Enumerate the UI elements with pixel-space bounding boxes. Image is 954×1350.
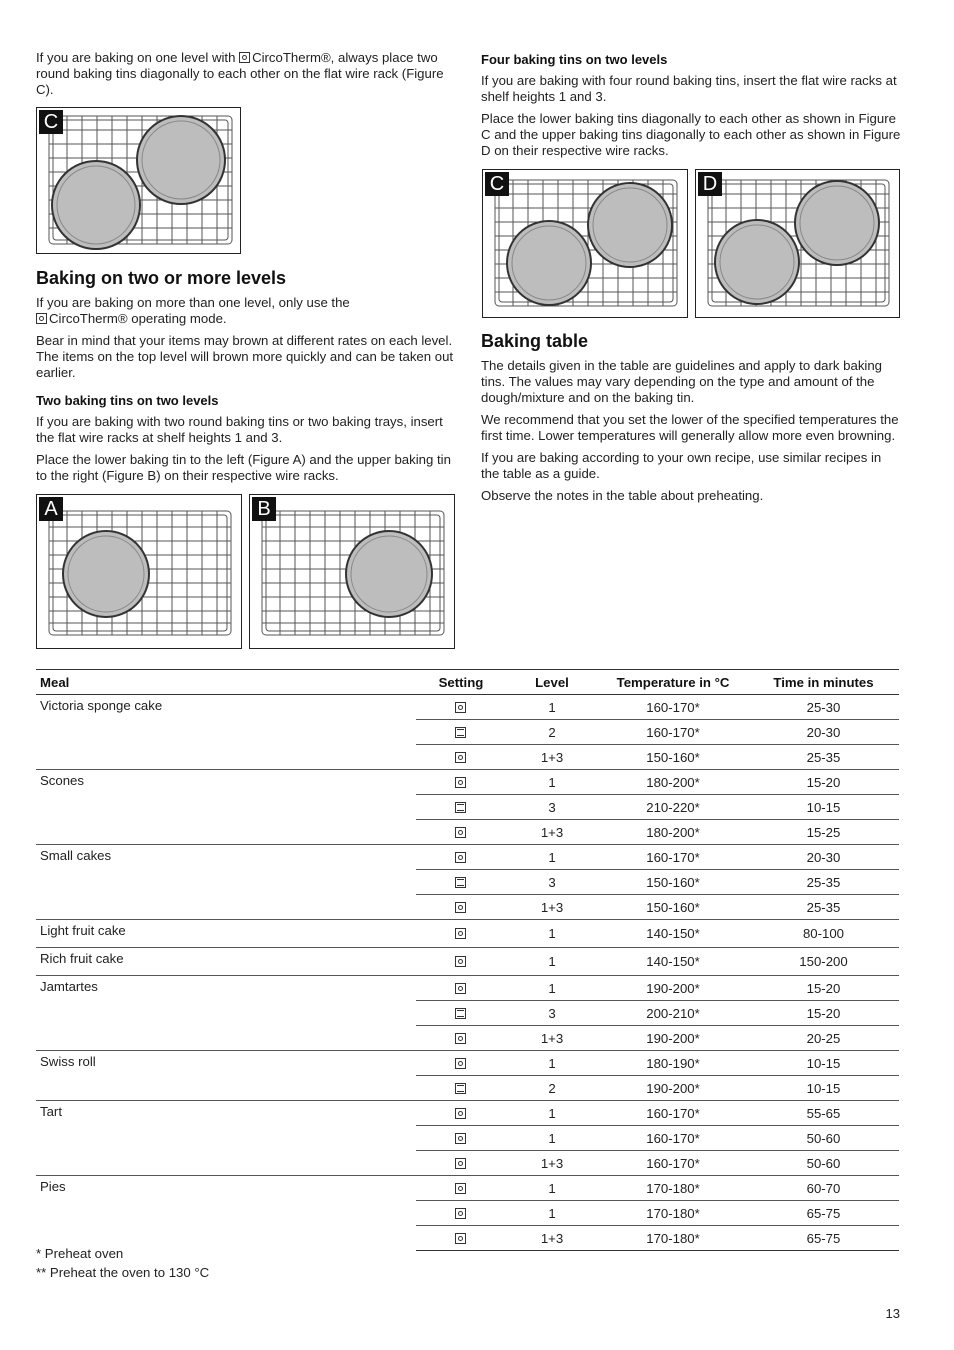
level-cell: 1 [506, 1201, 598, 1226]
temperature-cell: 170-180* [598, 1226, 748, 1251]
level-cell: 1 [506, 1126, 598, 1151]
circotherm-icon [455, 902, 466, 913]
time-cell: 20-25 [748, 1026, 899, 1051]
temperature-cell: 210-220* [598, 795, 748, 820]
temperature-cell: 160-170* [598, 695, 748, 720]
section-heading-baking-table: Baking table [481, 331, 589, 351]
circotherm-icon [455, 983, 466, 994]
wire-rack-illustration [250, 495, 454, 648]
figure-c [482, 169, 688, 318]
setting-cell [416, 1151, 506, 1176]
top-bottom-heating-icon [455, 727, 466, 738]
figure-b [249, 494, 455, 649]
time-cell: 25-30 [748, 695, 899, 720]
level-cell: 3 [506, 795, 598, 820]
level-cell: 1 [506, 1051, 598, 1076]
circotherm-icon [455, 852, 466, 863]
circotherm-icon [455, 1058, 466, 1069]
time-cell: 15-25 [748, 820, 899, 845]
table-notes [36, 1244, 209, 1282]
note-preheat-130: ** Preheat the oven to 130 °C [36, 1265, 210, 1280]
paragraph-mode-text-b: CircoTherm® operating mode. [49, 311, 227, 326]
time-cell: 10-15 [748, 1076, 899, 1101]
wire-rack-illustration [696, 170, 899, 317]
setting-cell [416, 870, 506, 895]
level-cell: 1 [506, 770, 598, 795]
figure-c-label: C [485, 172, 509, 196]
note-preheat: * Preheat oven [36, 1246, 124, 1261]
paragraph-mode-text-a: If you are baking on more than one level, only use the [36, 295, 350, 310]
wire-rack-illustration [483, 170, 687, 317]
setting-cell [416, 1051, 506, 1076]
setting-cell [416, 1226, 506, 1251]
setting-cell [416, 976, 506, 1001]
meal-cell: Small cakes [36, 845, 416, 920]
table-row [36, 770, 899, 795]
level-cell: 1 [506, 1101, 598, 1126]
setting-cell [416, 795, 506, 820]
table-row [36, 948, 899, 976]
table-row [36, 976, 899, 1001]
setting-cell [416, 920, 506, 948]
temperature-cell: 150-160* [598, 870, 748, 895]
level-cell: 1+3 [506, 820, 598, 845]
figure-c-single [36, 107, 241, 254]
level-cell: 2 [506, 1076, 598, 1101]
paragraph-recommend: We recommend that you set the lower of the specified temperatures the first time. Lower temperatures will generally allow more even browning. [481, 412, 899, 443]
temperature-cell: 160-170* [598, 1151, 748, 1176]
level-cell: 3 [506, 870, 598, 895]
paragraph-guidelines: The details given in the table are guidelines and apply to dark baking tins. The values may vary depending on the type and amount of the dough/mixture and on the baking tin. [481, 358, 883, 405]
time-cell: 15-20 [748, 1001, 899, 1026]
level-cell: 1+3 [506, 1151, 598, 1176]
circotherm-icon [455, 1108, 466, 1119]
paragraph-shelf-heights: If you are baking with two round baking tins or two baking trays, insert the flat wire racks at shelf heights 1 and 3. [36, 414, 443, 445]
figure-a [36, 494, 242, 649]
figures-cd [481, 169, 901, 319]
time-cell: 10-15 [748, 795, 899, 820]
baking-table [36, 669, 899, 1251]
paragraph-diagonal: Place the lower baking tins diagonally to each other as shown in Figure C and the upper baking tins diagonally to each other as shown in Figure D on their respective wire racks. [481, 111, 901, 158]
time-cell: 60-70 [748, 1176, 899, 1201]
setting-cell [416, 1076, 506, 1101]
table-row [36, 920, 899, 948]
setting-cell [416, 1101, 506, 1126]
circotherm-icon [455, 956, 466, 967]
level-cell: 1+3 [506, 1026, 598, 1051]
level-cell: 2 [506, 720, 598, 745]
level-cell: 1+3 [506, 1226, 598, 1251]
temperature-cell: 180-200* [598, 770, 748, 795]
level-cell: 1 [506, 1176, 598, 1201]
wire-rack-illustration [37, 495, 241, 648]
circotherm-icon [455, 1158, 466, 1169]
intro-text: If you are baking on one level with [36, 50, 236, 65]
top-bottom-heating-icon [455, 877, 466, 888]
time-cell: 15-20 [748, 770, 899, 795]
circotherm-icon [455, 1208, 466, 1219]
left-column [36, 50, 456, 650]
figure-d [695, 169, 900, 318]
figure-d-label: D [698, 172, 722, 196]
intro-mode-text: CircoTherm®, always place two round baking tins diagonally to each other on the flat wire rack (Figure C). [36, 50, 444, 97]
temperature-cell: 160-170* [598, 845, 748, 870]
figure-b-label: B [252, 497, 276, 521]
circotherm-icon [455, 702, 466, 713]
setting-cell [416, 948, 506, 976]
time-cell: 50-60 [748, 1151, 899, 1176]
subheading-two-tins: Two baking tins on two levels [36, 393, 219, 408]
meal-cell: Light fruit cake [36, 920, 416, 948]
circotherm-icon [455, 777, 466, 788]
meal-cell: Scones [36, 770, 416, 845]
temperature-cell: 190-200* [598, 1026, 748, 1051]
time-cell: 65-75 [748, 1201, 899, 1226]
time-cell: 25-35 [748, 745, 899, 770]
level-cell: 1 [506, 948, 598, 976]
figure-c-label: C [39, 110, 63, 134]
temperature-cell: 150-160* [598, 895, 748, 920]
circotherm-icon [239, 52, 250, 63]
circotherm-icon [455, 1183, 466, 1194]
level-cell: 1 [506, 976, 598, 1001]
setting-cell [416, 845, 506, 870]
setting-cell [416, 1001, 506, 1026]
paragraph-preheat-note: Observe the notes in the table about preheating. [481, 488, 764, 503]
circotherm-icon [455, 752, 466, 763]
header-time: Time in minutes [748, 670, 899, 695]
header-meal: Meal [36, 670, 416, 695]
setting-cell [416, 1126, 506, 1151]
top-bottom-heating-icon [455, 1008, 466, 1019]
table-row [36, 1051, 899, 1076]
circotherm-icon [455, 1233, 466, 1244]
level-cell: 1+3 [506, 745, 598, 770]
right-column [481, 50, 901, 510]
circotherm-icon [455, 827, 466, 838]
temperature-cell: 140-150* [598, 948, 748, 976]
time-cell: 25-35 [748, 895, 899, 920]
header-level: Level [506, 670, 598, 695]
subheading-four-tins: Four baking tins on two levels [481, 52, 668, 67]
table-row [36, 845, 899, 870]
time-cell: 80-100 [748, 920, 899, 948]
time-cell: 15-20 [748, 976, 899, 1001]
temperature-cell: 170-180* [598, 1176, 748, 1201]
table-row [36, 695, 899, 720]
intro-paragraph [36, 50, 456, 98]
meal-cell: Victoria sponge cake [36, 695, 416, 770]
temperature-cell: 180-190* [598, 1051, 748, 1076]
meal-cell: Pies [36, 1176, 416, 1251]
header-setting: Setting [416, 670, 506, 695]
setting-cell [416, 1026, 506, 1051]
temperature-cell: 150-160* [598, 745, 748, 770]
table-row [36, 1101, 899, 1126]
meal-cell: Jamtartes [36, 976, 416, 1051]
table-header-row [36, 670, 899, 695]
temperature-cell: 140-150* [598, 920, 748, 948]
wire-rack-illustration [37, 108, 240, 253]
page-number: 13 [885, 1306, 900, 1321]
setting-cell [416, 745, 506, 770]
paragraph-mode [36, 295, 456, 327]
circotherm-icon [455, 1033, 466, 1044]
circotherm-icon [36, 313, 47, 324]
paragraph-browning: Bear in mind that your items may brown at different rates on each level. The items on the top level will brown more quickly and can be taken out earlier. [36, 333, 454, 380]
section-heading-two-levels: Baking on two or more levels [36, 268, 287, 288]
figure-a-label: A [39, 497, 63, 521]
level-cell: 3 [506, 1001, 598, 1026]
paragraph-own-recipe: If you are baking according to your own recipe, use similar recipes in the table as a guide. [481, 450, 882, 481]
setting-cell [416, 1176, 506, 1201]
meal-cell: Rich fruit cake [36, 948, 416, 976]
setting-cell [416, 1201, 506, 1226]
setting-cell [416, 895, 506, 920]
paragraph-placement: Place the lower baking tin to the left (Figure A) and the upper baking tin to the right (Figure B) on their respective wire racks. [36, 452, 451, 483]
meal-cell: Tart [36, 1101, 416, 1176]
table-body [36, 695, 899, 1251]
time-cell: 10-15 [748, 1051, 899, 1076]
temperature-cell: 180-200* [598, 820, 748, 845]
top-bottom-heating-icon [455, 802, 466, 813]
setting-cell [416, 770, 506, 795]
temperature-cell: 190-200* [598, 976, 748, 1001]
circotherm-icon [455, 928, 466, 939]
temperature-cell: 190-200* [598, 1076, 748, 1101]
level-cell: 1+3 [506, 895, 598, 920]
temperature-cell: 160-170* [598, 1101, 748, 1126]
setting-cell [416, 695, 506, 720]
figures-ab [36, 494, 456, 650]
temperature-cell: 170-180* [598, 1201, 748, 1226]
time-cell: 50-60 [748, 1126, 899, 1151]
temperature-cell: 200-210* [598, 1001, 748, 1026]
time-cell: 25-35 [748, 870, 899, 895]
setting-cell [416, 820, 506, 845]
level-cell: 1 [506, 695, 598, 720]
time-cell: 20-30 [748, 845, 899, 870]
header-temperature: Temperature in °C [598, 670, 748, 695]
time-cell: 65-75 [748, 1226, 899, 1251]
temperature-cell: 160-170* [598, 720, 748, 745]
setting-cell [416, 720, 506, 745]
meal-cell: Swiss roll [36, 1051, 416, 1101]
top-bottom-heating-icon [455, 1083, 466, 1094]
table-row [36, 1176, 899, 1201]
level-cell: 1 [506, 845, 598, 870]
temperature-cell: 160-170* [598, 1126, 748, 1151]
level-cell: 1 [506, 920, 598, 948]
time-cell: 150-200 [748, 948, 899, 976]
time-cell: 55-65 [748, 1101, 899, 1126]
circotherm-icon [455, 1133, 466, 1144]
time-cell: 20-30 [748, 720, 899, 745]
paragraph-four-tins: If you are baking with four round baking tins, insert the flat wire racks at shelf heights 1 and 3. [481, 73, 897, 104]
